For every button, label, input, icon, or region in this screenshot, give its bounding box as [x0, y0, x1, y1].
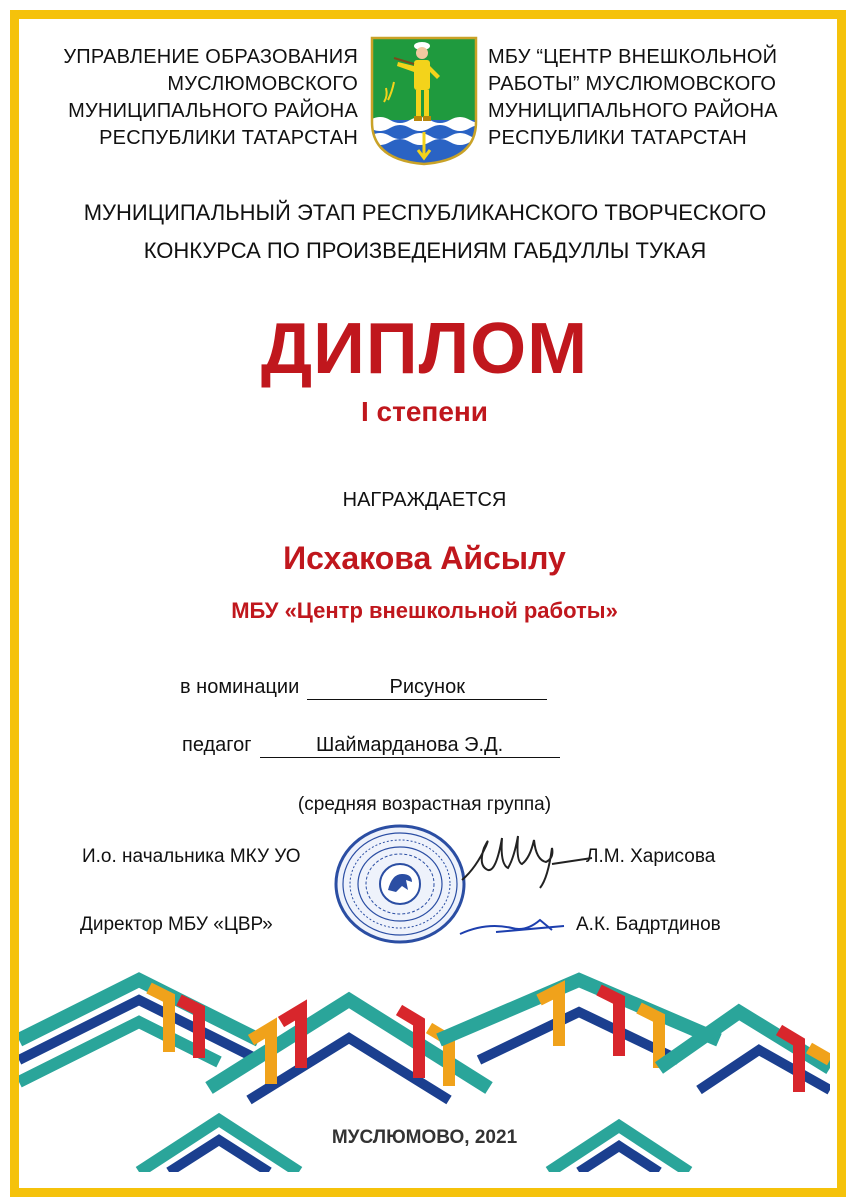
signatory-name: Л.М. Харисова: [586, 846, 716, 867]
header-right-line: РАБОТЫ” МУСЛЮМОВСКОГО: [488, 73, 777, 95]
header-right-line: МУНИЦИПАЛЬНОГО РАЙОНА: [488, 100, 778, 122]
teacher-label: педагог: [182, 734, 252, 756]
signatory-title: Директор МБУ «ЦВР»: [80, 914, 273, 935]
signatory-name: А.К. Бадртдинов: [576, 914, 721, 935]
district-coat-of-arms-icon: [370, 36, 478, 166]
header-right-org: [488, 44, 808, 152]
signature-mark: [456, 818, 596, 898]
contest-title: [30, 194, 820, 270]
diploma-title: ДИПЛОМ: [260, 309, 589, 389]
header-left-line: УПРАВЛЕНИЕ ОБРАЗОВАНИЯ: [63, 46, 358, 68]
diploma-degree: I степени: [360, 396, 489, 427]
contest-title-line: КОНКУРСА ПО ПРОИЗВЕДЕНИЯМ ГАБДУЛЛЫ ТУКАЯ: [143, 238, 707, 263]
official-stamp-icon: [332, 822, 468, 946]
teacher-row: [182, 734, 560, 758]
header-left-line: РЕСПУБЛИКИ ТАТАРСТАН: [99, 127, 358, 149]
age-group: (средняя возрастная группа): [297, 794, 552, 815]
awardee-name: Исхакова Айсылу: [283, 540, 566, 576]
awarded-label: НАГРАЖДАЕТСЯ: [342, 489, 507, 511]
signature-mark: [456, 912, 568, 940]
contest-title-line: МУНИЦИПАЛЬНЫЙ ЭТАП РЕСПУБЛИКАНСКОГО ТВОРЧЕСКОГО: [83, 200, 767, 225]
header-right-line: РЕСПУБЛИКИ ТАТАРСТАН: [488, 127, 747, 149]
nomination-label: в номинации: [180, 676, 300, 698]
teacher-value: Шаймарданова Э.Д.: [260, 734, 560, 758]
header-left-org: [40, 44, 358, 152]
header-right-line: МБУ “ЦЕНТР ВНЕШКОЛЬНОЙ: [488, 46, 778, 68]
awardee-organization: МБУ «Центр внешкольной работы»: [231, 598, 618, 623]
nomination-row: [180, 676, 547, 700]
signatory-title: И.о. начальника МКУ УО: [82, 846, 301, 867]
header-left-line: МУНИЦИПАЛЬНОГО РАЙОНА: [68, 100, 358, 122]
header-left-line: МУСЛЮМОВСКОГО: [167, 73, 358, 95]
nomination-value: Рисунок: [307, 676, 547, 700]
footer-place-year: МУСЛЮМОВО, 2021: [331, 1127, 518, 1148]
